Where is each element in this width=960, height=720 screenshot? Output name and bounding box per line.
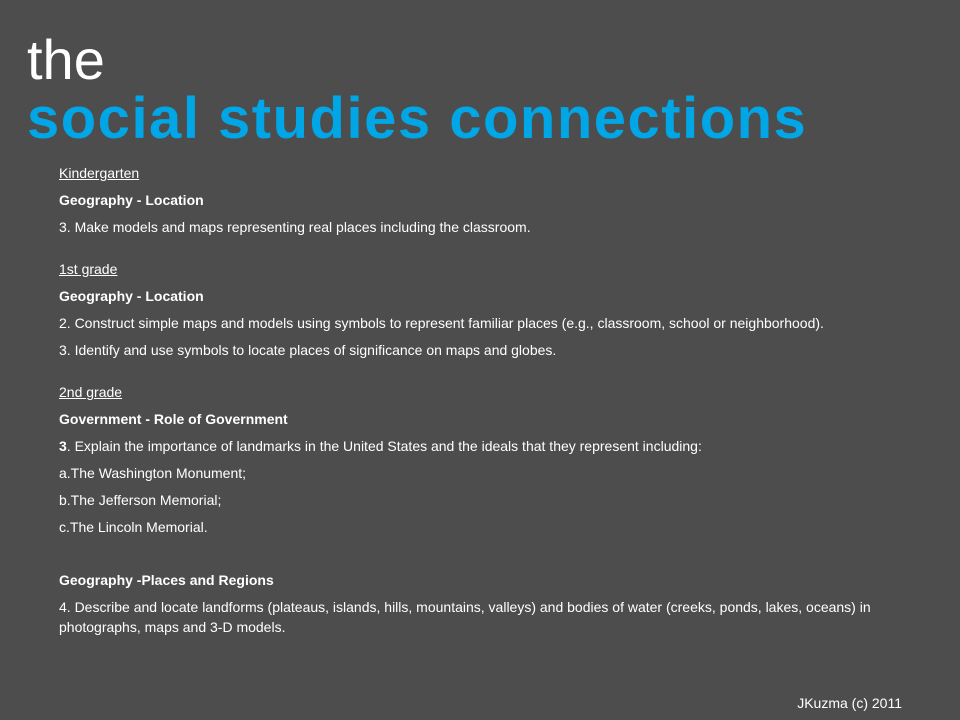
title-line-1: the — [27, 28, 105, 91]
second-grade-heading: Government - Role of Government — [59, 411, 288, 427]
second-grade-heading-2: Geography -Places and Regions — [59, 572, 274, 588]
landmark-washington: a.The Washington Monument; — [59, 465, 247, 481]
second-grade-item-3 — [59, 436, 879, 456]
footer-credit: JKuzma (c) 2011 — [797, 695, 902, 711]
kindergarten-heading: Geography - Location — [59, 192, 204, 208]
item-number: 3 — [59, 438, 67, 454]
title-line-2: social studies connections — [27, 86, 808, 151]
grade-kindergarten: Kindergarten — [59, 165, 140, 181]
second-grade-item-4: 4. Describe and locate landforms (plateaus, islands, hills, mountains, valleys) and bodies of water (creeks, ponds, lakes, oceans) in photographs, maps and 3-D models. — [59, 599, 871, 635]
landmark-lincoln: c.The Lincoln Memorial. — [59, 519, 208, 535]
first-grade-item-2: 2. Construct simple maps and models using symbols to represent familiar places (e.g., classroom, school or neighborhood). — [59, 315, 824, 331]
standards-content — [59, 163, 879, 637]
landmark-jefferson: b.The Jefferson Memorial; — [59, 492, 222, 508]
kindergarten-item-3: 3. Make models and maps representing real places including the classroom. — [59, 219, 531, 235]
grade-second: 2nd grade — [59, 384, 123, 400]
first-grade-item-3: 3. Identify and use symbols to locate places of significance on maps and globes. — [59, 342, 557, 358]
item-text: . Explain the importance of landmarks in the United States and the ideals that they represent including: — [66, 438, 702, 454]
first-grade-heading: Geography - Location — [59, 288, 204, 304]
grade-first: 1st grade — [59, 261, 118, 277]
